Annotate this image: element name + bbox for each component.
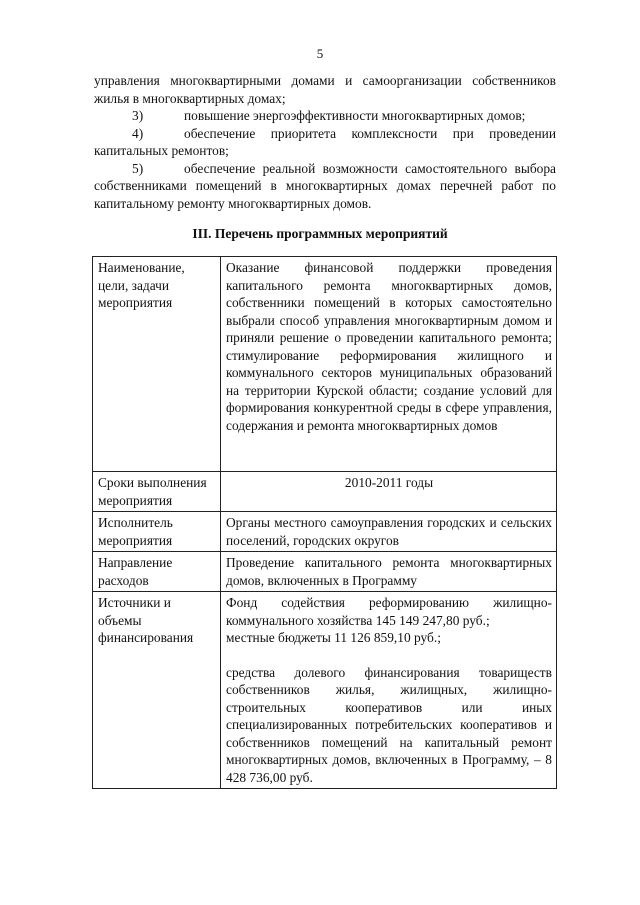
- section-title: III. Перечень программных мероприятий: [192, 226, 448, 241]
- row-value: [221, 592, 557, 789]
- spacer: [226, 647, 552, 664]
- table-row: [93, 512, 557, 552]
- list-item: [94, 160, 556, 213]
- table-row: [93, 592, 557, 789]
- list-item-text: обеспечение реальной возможности самостоятельного выбора собственниками помещений в многоквартирных домах перечней работ по капитальному ремонту многоквартирных домов.: [94, 160, 556, 211]
- measures-table: [92, 256, 557, 789]
- intro-continuation: управления многоквартирными домами и самоорганизации собственников жилья в многоквартирных домах;: [94, 73, 556, 106]
- row-label: Направление расходов: [93, 552, 221, 592]
- row-label: Источники и объемы финансирования: [93, 592, 221, 789]
- list-item-number: 3): [132, 108, 144, 123]
- table-row: [93, 552, 557, 592]
- list-item-number: 4): [132, 125, 144, 141]
- list-item: [94, 107, 556, 125]
- table-row: [93, 257, 557, 472]
- row-value: Оказание финансовой поддержки проведения капитального ремонта многоквартирных домов, собственники помещений в которых самостоятельно выбрали способ управления многоквартирным домом и приняли решение о проведении капитального ремонта; стимулирование реформирования жилищного и коммунального секторов муниципальных образований на территории Курской области; создание условий для формирования конкурентной среды в сфере управления, содержания и ремонта многоквартирных домов: [221, 257, 557, 472]
- row-value: Органы местного самоуправления городских и сельских поселений, городских округов: [221, 512, 557, 552]
- table-row: [93, 472, 557, 512]
- funding-line: Фонд содействия реформированию жилищно-коммунального хозяйства 145 149 247,80 руб.;: [226, 595, 552, 628]
- row-label: Наименование, цели, задачи мероприятия: [93, 257, 221, 472]
- list-item-text: повышение энергоэффективности многоквартирных домов;: [184, 108, 526, 123]
- row-value: Проведение капитального ремонта многоквартирных домов, включенных в Программу: [221, 552, 557, 592]
- intro-text: [94, 72, 556, 212]
- row-label: Сроки выполнения мероприятия: [93, 472, 221, 512]
- funding-line: местные бюджеты 11 126 859,10 руб.;: [226, 630, 441, 645]
- list-item-text: обеспечение приоритета комплексности при проведении капитальных ремонтов;: [94, 125, 556, 158]
- row-label: Исполнитель мероприятия: [93, 512, 221, 552]
- funding-line: средства долевого финансирования товариществ собственников жилья, жилищных, жилищно-строительных кооперативов или иных специализированных потребительских кооперативов и собственников помещений на капитальный ремонт многоквартирных домов, включенных в Программу, – 8 428 736,00 руб.: [226, 664, 552, 785]
- list-item: [94, 125, 556, 160]
- page-number: 5: [316, 46, 324, 61]
- list-item-number: 5): [132, 160, 144, 176]
- row-value: 2010-2011 годы: [221, 472, 557, 512]
